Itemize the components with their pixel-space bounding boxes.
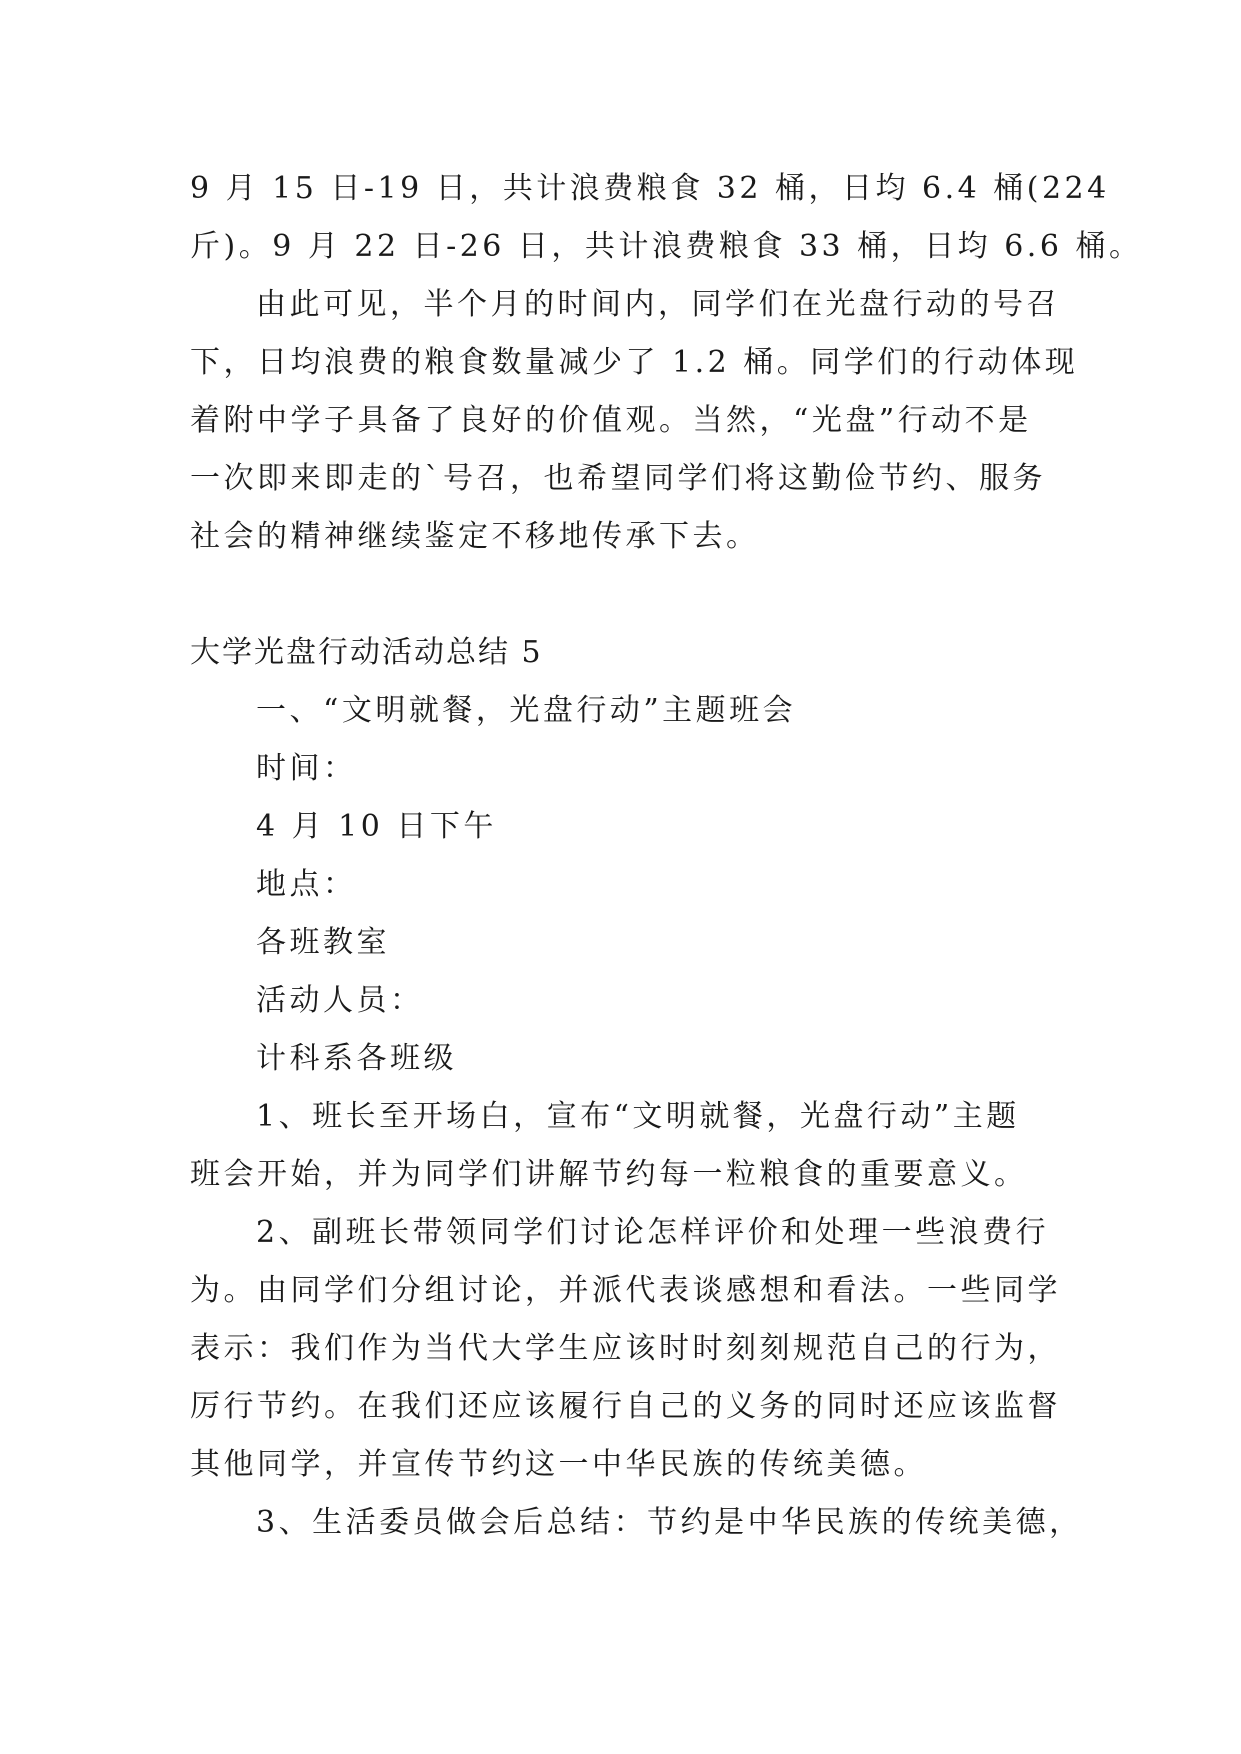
text-line: 下，日均浪费的粮食数量减少了 1.2 桶。同学们的行动体现 [190,345,1079,380]
text-line: 社会的精神继续鉴定不移地传承下去。 [190,519,760,554]
text-line: 其他同学，并宣传节约这一中华民族的传统美德。 [190,1447,927,1482]
list-item-2 [190,1204,1070,1494]
text-line: 一次即来即走的`号召，也希望同学们将这勤俭节约、服务 [190,461,1046,496]
text-line: 班会开始，并为同学们讲解节约每一粒粮食的重要意义。 [190,1157,1028,1192]
paragraph-waste-stats [190,160,1143,276]
text-line: 为。由同学们分组讨论，并派代表谈感想和看法。一些同学 [190,1273,1061,1308]
text-line: 着附中学子具备了良好的价值观。当然，“光盘”行动不是 [190,403,1032,438]
people-label: 活动人员： [256,983,424,1018]
people-value: 计科系各班级 [256,1041,457,1076]
paragraph-conclusion [190,276,1079,566]
place-label: 地点： [256,867,357,902]
text-line: 2、副班长带领同学们讨论怎样评价和处理一些浪费行 [256,1215,1050,1250]
text-line: 3、生活委员做会后总结：节约是中华民族的传统美德， [256,1505,1083,1540]
text-line: 厉行节约。在我们还应该履行自己的义务的同时还应该监督 [190,1389,1061,1424]
text-line: 9 月 15 日-19 日，共计浪费粮食 32 桶，日均 6.4 桶(224 [190,171,1110,206]
list-item-3 [190,1494,1083,1552]
text-line: 1、班长至开场白，宣布“文明就餐，光盘行动”主题 [256,1099,1020,1134]
section-title: 大学光盘行动活动总结 5 [190,635,543,670]
place-value: 各班教室 [256,925,390,960]
heading-class-meeting: 一、“文明就餐，光盘行动”主题班会 [256,693,797,728]
time-value: 4 月 10 日下午 [256,809,497,844]
document-page [190,160,1143,1552]
text-line: 由此可见，半个月的时间内，同学们在光盘行动的号召 [256,287,1060,322]
text-line: 表示：我们作为当代大学生应该时时刻刻规范自己的行为， [190,1331,1061,1366]
text-line: 斤)。9 月 22 日-26 日，共计浪费粮食 33 桶，日均 6.6 桶。 [190,229,1143,264]
time-label: 时间： [256,751,357,786]
list-item-1 [190,1088,1070,1204]
